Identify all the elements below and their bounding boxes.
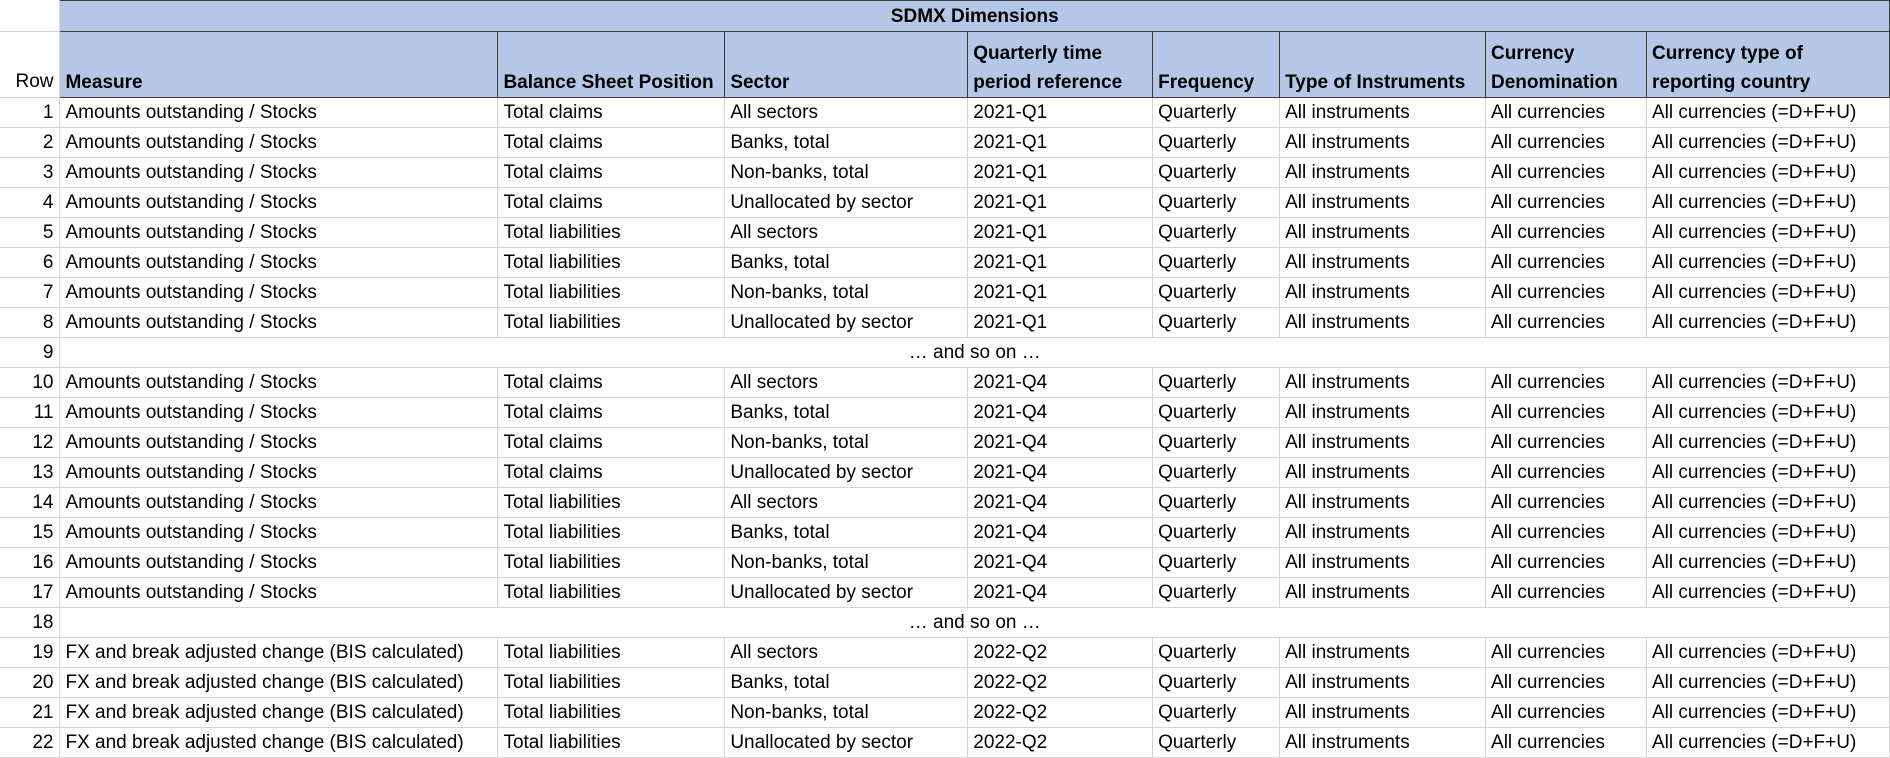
sector-cell[interactable]: All sectors <box>725 98 968 128</box>
currency-type-cell[interactable]: All currencies (=D+F+U) <box>1646 158 1889 188</box>
instrument-type-cell[interactable]: All instruments <box>1280 518 1486 548</box>
balance-sheet-position-cell[interactable]: Total claims <box>498 398 725 428</box>
currency-denomination-cell[interactable]: All currencies <box>1486 188 1647 218</box>
row-number-cell[interactable]: 18 <box>0 608 60 638</box>
time-period-cell[interactable]: 2021-Q1 <box>968 188 1153 218</box>
row-number-cell[interactable]: 19 <box>0 638 60 668</box>
sector-cell[interactable]: Banks, total <box>725 128 968 158</box>
row-number-cell[interactable]: 22 <box>0 728 60 758</box>
frequency-cell[interactable]: Quarterly <box>1153 308 1280 338</box>
measure-cell[interactable]: FX and break adjusted change (BIS calculated) <box>60 638 498 668</box>
column-header-sector[interactable]: Sector <box>725 32 968 98</box>
measure-cell[interactable]: Amounts outstanding / Stocks <box>60 248 498 278</box>
time-period-cell[interactable]: 2021-Q1 <box>968 308 1153 338</box>
sector-cell[interactable]: Non-banks, total <box>725 278 968 308</box>
balance-sheet-position-cell[interactable]: Total liabilities <box>498 698 725 728</box>
table-row <box>0 398 1890 428</box>
instrument-type-cell[interactable]: All instruments <box>1280 398 1486 428</box>
sector-cell[interactable]: All sectors <box>725 488 968 518</box>
currency-type-cell[interactable]: All currencies (=D+F+U) <box>1646 728 1889 758</box>
row-number-header[interactable]: Row <box>0 32 60 98</box>
row-number-cell[interactable]: 11 <box>0 398 60 428</box>
frequency-cell[interactable]: Quarterly <box>1153 248 1280 278</box>
currency-denomination-cell[interactable]: All currencies <box>1486 668 1647 698</box>
currency-denomination-cell[interactable]: All currencies <box>1486 728 1647 758</box>
instrument-type-cell[interactable]: All instruments <box>1280 218 1486 248</box>
balance-sheet-position-cell[interactable]: Total liabilities <box>498 308 725 338</box>
row-number-cell[interactable]: 20 <box>0 668 60 698</box>
balance-sheet-position-cell[interactable]: Total liabilities <box>498 488 725 518</box>
currency-type-cell[interactable]: All currencies (=D+F+U) <box>1646 488 1889 518</box>
column-header-currency-denomination[interactable]: Currency Denomination <box>1486 32 1647 98</box>
sector-cell[interactable]: Unallocated by sector <box>725 188 968 218</box>
frequency-cell[interactable]: Quarterly <box>1153 488 1280 518</box>
time-period-cell[interactable]: 2021-Q4 <box>968 518 1153 548</box>
currency-type-cell[interactable]: All currencies (=D+F+U) <box>1646 398 1889 428</box>
column-header-frequency[interactable]: Frequency <box>1153 32 1280 98</box>
time-period-cell[interactable]: 2022-Q2 <box>968 668 1153 698</box>
row-number-cell[interactable]: 4 <box>0 188 60 218</box>
sector-cell[interactable]: Banks, total <box>725 398 968 428</box>
table-row <box>0 638 1890 668</box>
balance-sheet-position-cell[interactable]: Total liabilities <box>498 578 725 608</box>
header-band-title[interactable]: SDMX Dimensions <box>60 1 1890 32</box>
measure-cell[interactable]: Amounts outstanding / Stocks <box>60 548 498 578</box>
measure-cell[interactable]: Amounts outstanding / Stocks <box>60 158 498 188</box>
measure-cell[interactable]: Amounts outstanding / Stocks <box>60 578 498 608</box>
frequency-cell[interactable]: Quarterly <box>1153 398 1280 428</box>
balance-sheet-position-cell[interactable]: Total liabilities <box>498 278 725 308</box>
currency-denomination-cell[interactable]: All currencies <box>1486 698 1647 728</box>
header-band-row <box>0 1 1890 32</box>
time-period-cell[interactable]: 2022-Q2 <box>968 698 1153 728</box>
time-period-cell[interactable]: 2021-Q4 <box>968 578 1153 608</box>
currency-type-cell[interactable]: All currencies (=D+F+U) <box>1646 128 1889 158</box>
currency-denomination-cell[interactable]: All currencies <box>1486 518 1647 548</box>
balance-sheet-position-cell[interactable]: Total claims <box>498 368 725 398</box>
table-row <box>0 518 1890 548</box>
currency-type-cell[interactable]: All currencies (=D+F+U) <box>1646 248 1889 278</box>
frequency-cell[interactable]: Quarterly <box>1153 158 1280 188</box>
frequency-cell[interactable]: Quarterly <box>1153 638 1280 668</box>
column-header-time-period[interactable]: Quarterly time period reference <box>968 32 1153 98</box>
currency-denomination-cell[interactable]: All currencies <box>1486 218 1647 248</box>
time-period-cell[interactable]: 2021-Q1 <box>968 218 1153 248</box>
currency-type-cell[interactable]: All currencies (=D+F+U) <box>1646 698 1889 728</box>
sector-cell[interactable]: Banks, total <box>725 248 968 278</box>
table-row <box>0 218 1890 248</box>
time-period-cell[interactable]: 2021-Q4 <box>968 548 1153 578</box>
instrument-type-cell[interactable]: All instruments <box>1280 458 1486 488</box>
balance-sheet-position-cell[interactable]: Total claims <box>498 158 725 188</box>
table-row <box>0 188 1890 218</box>
currency-denomination-cell[interactable]: All currencies <box>1486 158 1647 188</box>
row-number-cell[interactable]: 2 <box>0 128 60 158</box>
measure-cell[interactable]: Amounts outstanding / Stocks <box>60 428 498 458</box>
frequency-cell[interactable]: Quarterly <box>1153 128 1280 158</box>
column-header-type-of-instruments[interactable]: Type of Instruments <box>1280 32 1486 98</box>
table-row <box>0 128 1890 158</box>
table-row <box>0 98 1890 128</box>
balance-sheet-position-cell[interactable]: Total claims <box>498 458 725 488</box>
measure-cell[interactable]: Amounts outstanding / Stocks <box>60 188 498 218</box>
measure-cell[interactable]: FX and break adjusted change (BIS calculated) <box>60 698 498 728</box>
row-number-cell[interactable]: 3 <box>0 158 60 188</box>
time-period-cell[interactable]: 2022-Q2 <box>968 638 1153 668</box>
frequency-cell[interactable]: Quarterly <box>1153 458 1280 488</box>
sector-cell[interactable]: Non-banks, total <box>725 428 968 458</box>
column-header-balance-sheet-position[interactable]: Balance Sheet Position <box>498 32 725 98</box>
row-number-cell[interactable]: 17 <box>0 578 60 608</box>
frequency-cell[interactable]: Quarterly <box>1153 98 1280 128</box>
table-row <box>0 728 1890 758</box>
balance-sheet-position-cell[interactable]: Total liabilities <box>498 548 725 578</box>
measure-cell[interactable]: Amounts outstanding / Stocks <box>60 308 498 338</box>
time-period-cell[interactable]: 2021-Q1 <box>968 278 1153 308</box>
balance-sheet-position-cell[interactable]: Total claims <box>498 128 725 158</box>
time-period-cell[interactable]: 2021-Q4 <box>968 368 1153 398</box>
instrument-type-cell[interactable]: All instruments <box>1280 368 1486 398</box>
frequency-cell[interactable]: Quarterly <box>1153 218 1280 248</box>
frequency-cell[interactable]: Quarterly <box>1153 278 1280 308</box>
measure-cell[interactable]: Amounts outstanding / Stocks <box>60 398 498 428</box>
instrument-type-cell[interactable]: All instruments <box>1280 638 1486 668</box>
currency-type-cell[interactable]: All currencies (=D+F+U) <box>1646 218 1889 248</box>
sector-cell[interactable]: Non-banks, total <box>725 698 968 728</box>
currency-type-cell[interactable]: All currencies (=D+F+U) <box>1646 278 1889 308</box>
sector-cell[interactable]: Unallocated by sector <box>725 728 968 758</box>
measure-cell[interactable]: FX and break adjusted change (BIS calculated) <box>60 668 498 698</box>
table-row <box>0 158 1890 188</box>
balance-sheet-position-cell[interactable]: Total liabilities <box>498 518 725 548</box>
sector-cell[interactable]: Banks, total <box>725 518 968 548</box>
measure-cell[interactable]: Amounts outstanding / Stocks <box>60 488 498 518</box>
balance-sheet-position-cell[interactable]: Total liabilities <box>498 728 725 758</box>
sector-cell[interactable]: Non-banks, total <box>725 158 968 188</box>
table-row <box>0 368 1890 398</box>
balance-sheet-position-cell[interactable]: Total liabilities <box>498 218 725 248</box>
sector-cell[interactable]: Non-banks, total <box>725 548 968 578</box>
table-row <box>0 338 1890 368</box>
time-period-cell[interactable]: 2021-Q1 <box>968 248 1153 278</box>
table-row <box>0 698 1890 728</box>
table-row <box>0 548 1890 578</box>
currency-type-cell[interactable]: All currencies (=D+F+U) <box>1646 368 1889 398</box>
frequency-cell[interactable]: Quarterly <box>1153 368 1280 398</box>
row-number-cell[interactable]: 14 <box>0 488 60 518</box>
currency-denomination-cell[interactable]: All currencies <box>1486 488 1647 518</box>
currency-denomination-cell[interactable]: All currencies <box>1486 458 1647 488</box>
sector-cell[interactable]: Banks, total <box>725 668 968 698</box>
continuation-note-cell[interactable]: … and so on … <box>60 608 1890 638</box>
table-row <box>0 248 1890 278</box>
measure-cell[interactable]: Amounts outstanding / Stocks <box>60 518 498 548</box>
corner-cell <box>0 1 60 32</box>
instrument-type-cell[interactable]: All instruments <box>1280 188 1486 218</box>
instrument-type-cell[interactable]: All instruments <box>1280 98 1486 128</box>
balance-sheet-position-cell[interactable]: Total liabilities <box>498 248 725 278</box>
row-number-cell[interactable]: 9 <box>0 338 60 368</box>
frequency-cell[interactable]: Quarterly <box>1153 698 1280 728</box>
time-period-cell[interactable]: 2021-Q4 <box>968 488 1153 518</box>
currency-type-cell[interactable]: All currencies (=D+F+U) <box>1646 188 1889 218</box>
time-period-cell[interactable]: 2021-Q4 <box>968 398 1153 428</box>
instrument-type-cell[interactable]: All instruments <box>1280 248 1486 278</box>
row-number-cell[interactable]: 16 <box>0 548 60 578</box>
table-row <box>0 308 1890 338</box>
row-number-cell[interactable]: 6 <box>0 248 60 278</box>
column-header-currency-type[interactable]: Currency type of reporting country <box>1646 32 1889 98</box>
time-period-cell[interactable]: 2022-Q2 <box>968 728 1153 758</box>
time-period-cell[interactable]: 2021-Q1 <box>968 98 1153 128</box>
time-period-cell[interactable]: 2021-Q1 <box>968 158 1153 188</box>
sector-cell[interactable]: All sectors <box>725 218 968 248</box>
table-row <box>0 458 1890 488</box>
currency-type-cell[interactable]: All currencies (=D+F+U) <box>1646 308 1889 338</box>
balance-sheet-position-cell[interactable]: Total liabilities <box>498 638 725 668</box>
currency-denomination-cell[interactable]: All currencies <box>1486 578 1647 608</box>
table-row <box>0 278 1890 308</box>
balance-sheet-position-cell[interactable]: Total claims <box>498 188 725 218</box>
time-period-cell[interactable]: 2021-Q1 <box>968 128 1153 158</box>
row-number-cell[interactable]: 15 <box>0 518 60 548</box>
currency-denomination-cell[interactable]: All currencies <box>1486 98 1647 128</box>
measure-cell[interactable]: Amounts outstanding / Stocks <box>60 368 498 398</box>
currency-type-cell[interactable]: All currencies (=D+F+U) <box>1646 638 1889 668</box>
balance-sheet-position-cell[interactable]: Total liabilities <box>498 668 725 698</box>
row-number-cell[interactable]: 12 <box>0 428 60 458</box>
frequency-cell[interactable]: Quarterly <box>1153 728 1280 758</box>
table-row <box>0 428 1890 458</box>
column-header-measure[interactable]: Measure <box>60 32 498 98</box>
currency-denomination-cell[interactable]: All currencies <box>1486 128 1647 158</box>
instrument-type-cell[interactable]: All instruments <box>1280 698 1486 728</box>
instrument-type-cell[interactable]: All instruments <box>1280 278 1486 308</box>
currency-type-cell[interactable]: All currencies (=D+F+U) <box>1646 668 1889 698</box>
measure-cell[interactable]: Amounts outstanding / Stocks <box>60 98 498 128</box>
time-period-cell[interactable]: 2021-Q4 <box>968 458 1153 488</box>
frequency-cell[interactable]: Quarterly <box>1153 668 1280 698</box>
measure-cell[interactable]: Amounts outstanding / Stocks <box>60 458 498 488</box>
currency-type-cell[interactable]: All currencies (=D+F+U) <box>1646 518 1889 548</box>
currency-type-cell[interactable]: All currencies (=D+F+U) <box>1646 458 1889 488</box>
instrument-type-cell[interactable]: All instruments <box>1280 578 1486 608</box>
continuation-note-cell[interactable]: … and so on … <box>60 338 1890 368</box>
frequency-cell[interactable]: Quarterly <box>1153 518 1280 548</box>
currency-type-cell[interactable]: All currencies (=D+F+U) <box>1646 578 1889 608</box>
instrument-type-cell[interactable]: All instruments <box>1280 488 1486 518</box>
sector-cell[interactable]: All sectors <box>725 368 968 398</box>
balance-sheet-position-cell[interactable]: Total claims <box>498 428 725 458</box>
table-row <box>0 578 1890 608</box>
currency-denomination-cell[interactable]: All currencies <box>1486 548 1647 578</box>
instrument-type-cell[interactable]: All instruments <box>1280 128 1486 158</box>
sector-cell[interactable]: Unallocated by sector <box>725 308 968 338</box>
currency-type-cell[interactable]: All currencies (=D+F+U) <box>1646 98 1889 128</box>
currency-type-cell[interactable]: All currencies (=D+F+U) <box>1646 548 1889 578</box>
currency-denomination-cell[interactable]: All currencies <box>1486 278 1647 308</box>
row-number-cell[interactable]: 13 <box>0 458 60 488</box>
frequency-cell[interactable]: Quarterly <box>1153 428 1280 458</box>
measure-cell[interactable]: FX and break adjusted change (BIS calculated) <box>60 728 498 758</box>
instrument-type-cell[interactable]: All instruments <box>1280 158 1486 188</box>
row-number-cell[interactable]: 10 <box>0 368 60 398</box>
row-number-cell[interactable]: 1 <box>0 98 60 128</box>
row-number-cell[interactable]: 5 <box>0 218 60 248</box>
row-number-cell[interactable]: 21 <box>0 698 60 728</box>
table-row <box>0 608 1890 638</box>
measure-cell[interactable]: Amounts outstanding / Stocks <box>60 278 498 308</box>
balance-sheet-position-cell[interactable]: Total claims <box>498 98 725 128</box>
frequency-cell[interactable]: Quarterly <box>1153 548 1280 578</box>
row-number-cell[interactable]: 7 <box>0 278 60 308</box>
instrument-type-cell[interactable]: All instruments <box>1280 728 1486 758</box>
sector-cell[interactable]: Unallocated by sector <box>725 578 968 608</box>
currency-denomination-cell[interactable]: All currencies <box>1486 398 1647 428</box>
sector-cell[interactable]: All sectors <box>725 638 968 668</box>
currency-denomination-cell[interactable]: All currencies <box>1486 248 1647 278</box>
time-period-cell[interactable]: 2021-Q4 <box>968 428 1153 458</box>
sector-cell[interactable]: Unallocated by sector <box>725 458 968 488</box>
currency-denomination-cell[interactable]: All currencies <box>1486 638 1647 668</box>
column-header-row <box>0 32 1890 98</box>
measure-cell[interactable]: Amounts outstanding / Stocks <box>60 128 498 158</box>
frequency-cell[interactable]: Quarterly <box>1153 578 1280 608</box>
frequency-cell[interactable]: Quarterly <box>1153 188 1280 218</box>
instrument-type-cell[interactable]: All instruments <box>1280 308 1486 338</box>
table-row <box>0 668 1890 698</box>
table-row <box>0 488 1890 518</box>
currency-denomination-cell[interactable]: All currencies <box>1486 308 1647 338</box>
row-number-cell[interactable]: 8 <box>0 308 60 338</box>
instrument-type-cell[interactable]: All instruments <box>1280 548 1486 578</box>
currency-type-cell[interactable]: All currencies (=D+F+U) <box>1646 428 1889 458</box>
currency-denomination-cell[interactable]: All currencies <box>1486 428 1647 458</box>
instrument-type-cell[interactable]: All instruments <box>1280 668 1486 698</box>
measure-cell[interactable]: Amounts outstanding / Stocks <box>60 218 498 248</box>
currency-denomination-cell[interactable]: All currencies <box>1486 368 1647 398</box>
instrument-type-cell[interactable]: All instruments <box>1280 428 1486 458</box>
